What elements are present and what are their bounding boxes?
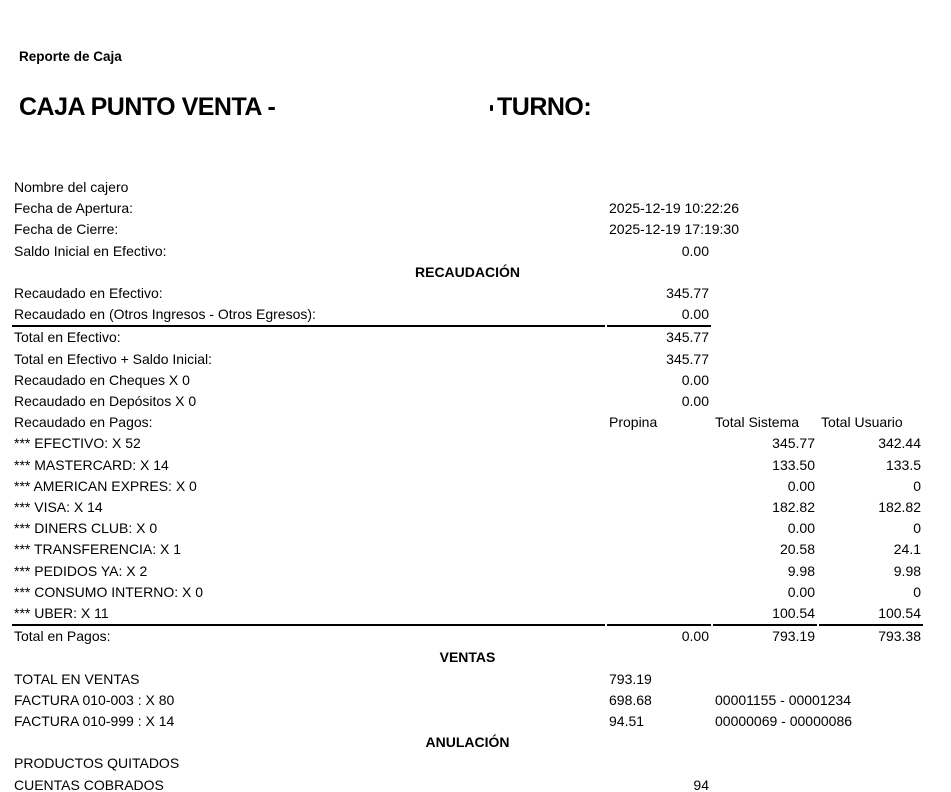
report-row-amount — [12, 349, 923, 370]
report-row-payment — [12, 561, 923, 582]
shift-label: TURNO: — [497, 93, 592, 121]
row-total-sistema: 0.00 — [787, 477, 815, 494]
report-row-sales_total — [12, 669, 923, 690]
row-label: FACTURA 010-999 : X 14 — [14, 713, 175, 730]
row-value: 2025-12-19 17:19:30 — [609, 221, 739, 238]
row-label: Recaudado en Pagos: — [14, 414, 153, 431]
row-propina — [607, 476, 711, 497]
report-row-label — [12, 753, 923, 774]
row-label: FACTURA 010-003 : X 80 — [14, 691, 175, 708]
report-row-payment — [12, 476, 923, 497]
row-total-sistema: 793.19 — [772, 628, 815, 645]
report-row-payment — [12, 518, 923, 539]
report-type-label: Reporte de Caja — [19, 49, 122, 64]
row-label: Total en Efectivo + Saldo Inicial: — [14, 350, 213, 367]
row-value: 94 — [693, 776, 709, 792]
row-total-usuario: 182.82 — [878, 499, 922, 516]
row-total-sistema: 20.58 — [779, 541, 815, 558]
row-propina — [607, 518, 711, 539]
row-label: *** EFECTIVO: X 52 — [14, 435, 141, 452]
cash-report-table — [10, 177, 925, 792]
row-label: Recaudado en (Otros Ingresos - Otros Egresos): — [12, 304, 605, 327]
row-label: *** TRANSFERENCIA: X 1 — [14, 541, 182, 558]
row-total-sistema: 345.77 — [772, 435, 815, 452]
section-header: ANULACIÓN — [425, 734, 510, 751]
row-total-sistema: 9.98 — [787, 562, 815, 579]
row-label: Saldo Inicial en Efectivo: — [14, 242, 167, 259]
report-row-amount — [12, 327, 923, 348]
row-total-usuario: 793.38 — [878, 628, 922, 645]
row-label: *** DINERS CLUB: X 0 — [14, 520, 158, 537]
report-row-payment — [12, 539, 923, 560]
row-total-usuario: 0 — [913, 477, 922, 494]
row-propina — [607, 582, 711, 603]
row-label: *** PEDIDOS YA: X 2 — [14, 562, 148, 579]
column-header-propina: Propina — [609, 414, 658, 431]
row-propina — [607, 497, 711, 518]
row-total-sistema: 0.00 — [787, 520, 815, 537]
row-propina — [607, 455, 711, 476]
row-value: 345.77 — [666, 329, 709, 346]
row-value: 2025-12-19 10:22:26 — [609, 200, 739, 217]
row-value: 345.77 — [666, 350, 709, 367]
row-total-sistema: 0.00 — [787, 583, 815, 600]
report-row-pay_total — [12, 626, 923, 647]
row-total-sistema: 182.82 — [772, 499, 815, 516]
report-row-payment — [12, 582, 923, 603]
report-row-payment — [12, 455, 923, 476]
page-title: CAJA PUNTO VENTA - — [19, 93, 276, 121]
row-total-usuario: 0 — [913, 583, 922, 600]
row-invoice-range: 00000069 - 00000086 — [715, 713, 853, 730]
row-label: Recaudado en Efectivo: — [14, 285, 163, 302]
row-total-usuario: 100.54 — [819, 603, 923, 626]
row-label: Recaudado en Cheques X 0 — [14, 371, 190, 388]
row-label: TOTAL EN VENTAS — [14, 670, 140, 687]
row-label: *** UBER: X 11 — [12, 603, 605, 626]
row-propina — [607, 561, 711, 582]
row-label: Recaudado en Depósitos X 0 — [14, 393, 197, 410]
report-row-payment — [12, 603, 923, 626]
row-propina — [607, 539, 711, 560]
report-row-payment — [12, 433, 923, 454]
row-value: 793.19 — [609, 670, 652, 687]
report-row-datetime — [12, 219, 923, 240]
row-total-usuario: 133.5 — [885, 456, 922, 473]
row-label: Fecha de Apertura: — [14, 200, 134, 217]
row-value: 0.00 — [681, 242, 709, 259]
row-value: 0.00 — [607, 304, 711, 327]
section-header: VENTAS — [439, 649, 496, 666]
report-row-amount — [12, 283, 923, 304]
section-header: RECAUDACIÓN — [415, 263, 520, 280]
report-row-datetime — [12, 198, 923, 219]
row-total-sistema: 100.54 — [713, 603, 817, 626]
column-header-total-sistema: Total Sistema — [715, 414, 800, 431]
report-row-pay_header — [12, 412, 923, 433]
report-row-section — [12, 262, 923, 283]
cash-report-body — [12, 177, 923, 792]
row-label: Fecha de Cierre: — [14, 221, 119, 238]
row-label: PRODUCTOS QUITADOS — [14, 755, 180, 772]
row-total-usuario: 9.98 — [893, 562, 922, 579]
row-total-usuario: 342.44 — [878, 435, 922, 452]
row-label: *** VISA: X 14 — [14, 499, 103, 516]
report-row-amount — [12, 370, 923, 391]
row-value: 698.68 — [609, 691, 652, 708]
report-row-section — [12, 732, 923, 753]
report-row-amount — [12, 391, 923, 412]
row-propina — [607, 433, 711, 454]
row-total-usuario: 24.1 — [893, 541, 922, 558]
row-label: *** CONSUMO INTERNO: X 0 — [14, 583, 204, 600]
row-value: 345.77 — [666, 285, 709, 302]
report-row-factura — [12, 690, 923, 711]
row-total-sistema: 133.50 — [772, 456, 815, 473]
row-label: CUENTAS COBRADOS — [14, 776, 164, 792]
row-value: 0.00 — [681, 371, 709, 388]
report-row-amount — [12, 775, 923, 792]
row-label: Nombre del cajero — [14, 179, 129, 195]
report-row-factura — [12, 711, 923, 732]
report-row-section — [12, 647, 923, 668]
report-row-payment — [12, 497, 923, 518]
row-label: *** MASTERCARD: X 14 — [14, 456, 169, 473]
row-label: *** AMERICAN EXPRES: X 0 — [14, 477, 197, 494]
row-propina: 0.00 — [681, 628, 709, 645]
column-header-total-usuario: Total Usuario — [821, 414, 903, 431]
row-value: 94.51 — [609, 713, 645, 730]
row-total-usuario: 0 — [913, 520, 922, 537]
redaction-artifact — [490, 105, 493, 111]
row-label: Total en Pagos: — [14, 628, 111, 645]
row-invoice-range: 00001155 - 00001234 — [715, 691, 851, 708]
report-row-label — [12, 177, 923, 198]
report-row-amount — [12, 304, 923, 327]
report-row-amount — [12, 241, 923, 262]
row-label: Total en Efectivo: — [14, 329, 121, 346]
row-value: 0.00 — [681, 393, 709, 410]
row-propina — [607, 603, 711, 626]
